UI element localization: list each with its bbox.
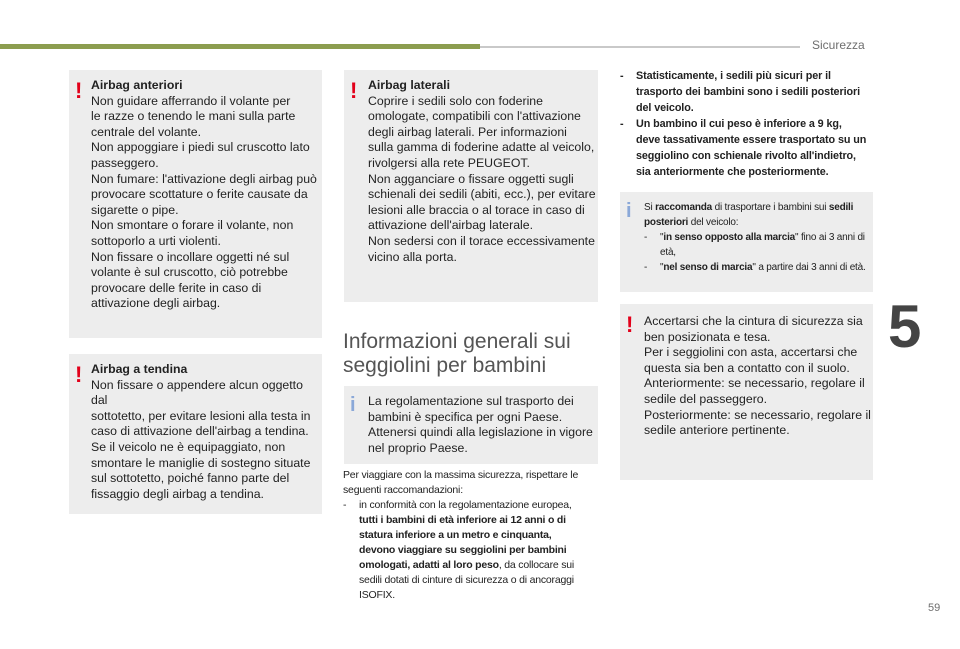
text-span: di trasportare i bambini sui — [712, 202, 829, 213]
text-line: sigarette o pipe. — [91, 202, 179, 217]
chapter-number: 5 — [888, 293, 922, 360]
text-line: sedili dotati di cinture di sicurezza o di ancoraggi — [359, 574, 574, 586]
text-line: vicino alla porta. — [368, 249, 457, 264]
recommendations-paragraph — [343, 468, 601, 603]
text-line: caso di attivazione dell'airbag a tendina. — [91, 424, 309, 439]
text-line: Non fumare: l'attivazione degli airbag può — [91, 171, 317, 186]
text-line: Non sedersi con il torace eccessivamente — [368, 233, 595, 248]
text-line: Attenersi quindi alla legislazione in vigore — [368, 425, 593, 440]
warning-icon: ! — [350, 78, 358, 103]
text-line — [660, 260, 872, 275]
text-line: smontare le maniglie di sostegno situate — [91, 455, 311, 470]
box-title: Airbag a tendina — [91, 362, 188, 376]
info-box-regulations — [344, 386, 598, 464]
heading-line: seggiolini per bambini — [343, 354, 547, 377]
recommendation-list — [343, 498, 601, 603]
text-line: trasporto dei bambini sono i sedili posteriori — [636, 86, 860, 98]
text-line: sia anteriormente che posteriormente. — [636, 166, 829, 178]
text-line: schienali dei sedili (abiti, ecc.), per evitare — [368, 187, 596, 202]
text-line: passeggero. — [91, 155, 159, 170]
text-line: Non guidare afferrando il volante per — [91, 93, 291, 108]
warning-icon: ! — [626, 312, 634, 337]
box-title: Airbag laterali — [368, 78, 451, 92]
text-line: questa sia ben a contatto con il suolo. — [644, 360, 850, 375]
text-span: Si — [644, 202, 656, 213]
text-line: seguenti raccomandazioni: — [343, 484, 463, 496]
box-title: Airbag anteriori — [91, 78, 183, 92]
text-line: sedile anteriore pertinente. — [644, 423, 790, 438]
text-span: del veicolo: — [688, 217, 739, 228]
text-line: Coprire i sedili solo con foderine — [368, 93, 543, 108]
bold-span: omologati, adatti al loro peso — [359, 559, 499, 571]
text-line: lesioni alle braccia o al torace in caso di — [368, 202, 585, 217]
bold-span: in senso opposto alla marcia — [663, 232, 796, 243]
warning-box-front-airbags — [69, 70, 322, 338]
text-line: fissaggio degli airbag a tendina. — [91, 486, 264, 501]
warning-icon: ! — [75, 78, 83, 103]
text-line: rivolgersi alla rete PEUGEOT. — [368, 155, 530, 170]
list-item — [620, 68, 878, 116]
text-span: " a partire dai 3 anni di età. — [752, 262, 866, 273]
text-line: - Statisticamente, i sedili più sicuri per il — [636, 70, 831, 82]
text-line: degli airbag laterali. Per informazioni — [368, 124, 567, 139]
text-line — [644, 200, 872, 215]
warning-box-curtain-airbags — [69, 354, 322, 514]
text-line: sottotetto, per evitare lesioni alla testa in — [91, 408, 311, 423]
text-line: ben posizionata e tesa. — [644, 329, 771, 344]
section-title: Sicurezza — [812, 38, 865, 52]
warning-box-belt — [620, 304, 873, 480]
bullet-list — [620, 68, 878, 180]
header-rule — [480, 46, 800, 48]
header-accent-bar — [0, 44, 480, 49]
age-list — [644, 230, 872, 275]
text-line: Non fissare o appendere alcun oggetto dal — [91, 377, 303, 408]
text-line: volante è sul cruscotto, ciò potrebbe — [91, 265, 288, 280]
text-line — [660, 230, 872, 245]
text-line: ISOFIX. — [359, 589, 395, 601]
text-line: Non agganciare o fissare oggetti sugli — [368, 171, 574, 186]
text-line: sulla gamma di foderine adatte al veicolo, — [368, 140, 595, 155]
text-line: sedile del passeggero. — [644, 391, 768, 406]
text-line: - in conformità con la regolamentazione europea, — [359, 499, 572, 511]
text-line: bambini è specifica per ogni Paese. — [368, 409, 563, 424]
text-line: - Un bambino il cui peso è inferiore a 9 kg, — [636, 118, 842, 130]
page-number: 59 — [928, 602, 941, 614]
text-line — [359, 558, 601, 573]
text-line: Anteriormente: se necessario, regolare il — [644, 376, 865, 391]
text-line: provocare delle ferite in caso di — [91, 280, 262, 295]
text-line: Per i seggiolini con asta, accertarsi che — [644, 345, 858, 360]
list-item — [343, 498, 601, 603]
section-heading — [343, 330, 571, 378]
list-item — [620, 116, 878, 180]
text-span: " fino ai 3 anni di — [795, 232, 865, 243]
text-line: attivazione degli airbag. — [91, 296, 221, 311]
text-line: Se il veicolo ne è equipaggiato, non — [91, 439, 286, 454]
heading-line: Informazioni generali sui — [343, 330, 571, 353]
text-line: Accertarsi che la cintura di sicurezza sia — [644, 314, 863, 328]
text-line: Non smontare o forare il volante, non — [91, 218, 294, 233]
text-line: statura inferiore a un metro e cinquanta, — [359, 529, 552, 541]
text-line: centrale del volante. — [91, 124, 202, 139]
info-icon: i — [350, 394, 356, 416]
text-line: Non fissare o incollare oggetti né sul — [91, 249, 290, 264]
text-line: attivazione dell'airbag laterale. — [368, 218, 534, 233]
text-line: del veicolo. — [636, 102, 694, 114]
bold-span: sedili — [828, 202, 854, 213]
bold-span: posteriori — [644, 217, 689, 228]
text-line: devono viaggiare su seggiolini per bambini — [359, 544, 567, 556]
text-line: omologate, compatibili con l'attivazione — [368, 109, 581, 124]
info-box-rear-seats — [620, 192, 873, 292]
list-item — [644, 230, 872, 260]
text-line: le razze o tenendo le mani sulla parte — [91, 109, 296, 124]
text-span: " — [660, 262, 664, 273]
text-span: " — [660, 232, 664, 243]
text-line: Non appoggiare i piedi sul cruscotto lato — [91, 140, 310, 155]
text-line: sottoporlo a urti violenti. — [91, 233, 221, 248]
list-item — [644, 260, 872, 275]
text-span: , da collocare sui — [498, 559, 575, 571]
text-line: provocare scottature o ferite causate da — [91, 187, 308, 202]
text-line: tutti i bambini di età inferiore ai 12 anni o di — [359, 514, 566, 526]
text-line: sul sottotetto, poiché fanno parte del — [91, 471, 290, 486]
warning-icon: ! — [75, 362, 83, 387]
text-line: La regolamentazione sul trasporto dei — [368, 394, 574, 408]
text-line: seggiolino con schienale rivolto all'indietro, — [636, 150, 856, 162]
text-line: Per viaggiare con la massima sicurezza, rispettare le — [343, 469, 579, 481]
info-icon: i — [626, 200, 632, 222]
text-line: Posteriormente: se necessario, regolare il — [644, 407, 871, 422]
bold-span: nel senso di marcia — [663, 262, 753, 273]
text-line: età, — [660, 247, 676, 258]
warning-box-side-airbags — [344, 70, 598, 302]
bold-span: raccomanda — [655, 202, 712, 213]
text-line: nel proprio Paese. — [368, 440, 468, 455]
safety-bullets — [620, 68, 878, 180]
text-line: deve tassativamente essere trasportato su un — [636, 134, 867, 146]
text-line — [644, 215, 872, 230]
